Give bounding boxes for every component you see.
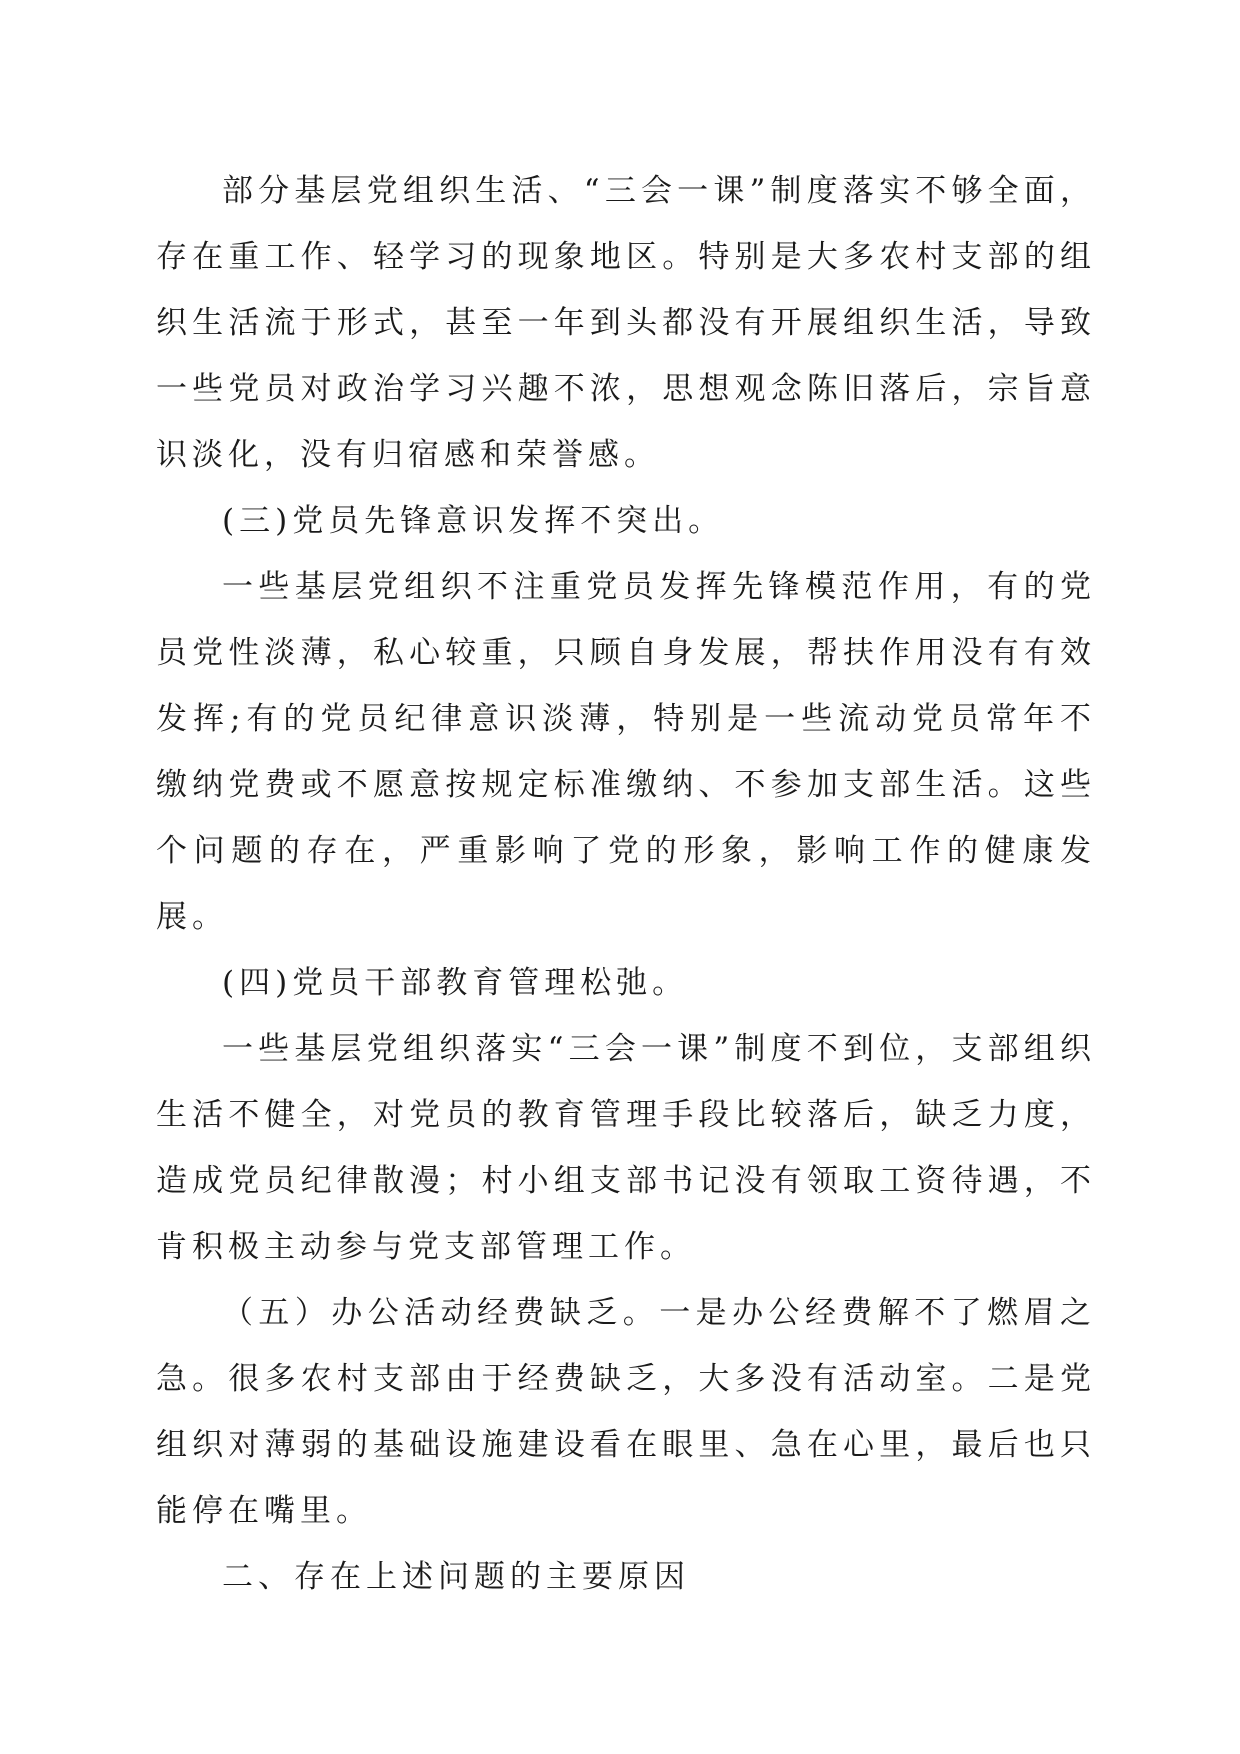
chapter-heading-2: 二、存在上述问题的主要原因 [222, 1559, 690, 1595]
section-heading-3: (三)党员先锋意识发挥不突出。 [222, 503, 725, 539]
document-body [156, 158, 1096, 1610]
paragraph-intro: 部分基层党组织生活、“三会一课”制度落实不够全面，存在重工作、轻学习的现象地区。特别是大多农村支部的组织生活流于形式，甚至一年到头都没有开展组织生活，导致一些党员对政治学习兴趣不浓，思想观念陈旧落后，宗旨意识淡化，没有归宿感和荣誉感。 [156, 173, 1096, 473]
section-heading-4: (四)党员干部教育管理松弛。 [222, 965, 689, 1001]
paragraph-section-4: 一些基层党组织落实“三会一课”制度不到位，支部组织生活不健全，对党员的教育管理手段比较落后，缺乏力度，造成党员纪律散漫；村小组支部书记没有领取工资待遇，不肯积极主动参与党支部管理工作。 [156, 1031, 1096, 1265]
paragraph-section-3: 一些基层党组织不注重党员发挥先锋模范作用，有的党员党性淡薄，私心较重，只顾自身发展，帮扶作用没有有效发挥;有的党员纪律意识淡薄，特别是一些流动党员常年不缴纳党费或不愿意按规定标准缴纳、不参加支部生活。这些个问题的存在，严重影响了党的形象，影响工作的健康发展。 [156, 569, 1096, 935]
paragraph-section-5: （五）办公活动经费缺乏。一是办公经费解不了燃眉之急。很多农村支部由于经费缺乏，大多没有活动室。二是党组织对薄弱的基础设施建设看在眼里、急在心里，最后也只能停在嘴里。 [156, 1295, 1096, 1529]
